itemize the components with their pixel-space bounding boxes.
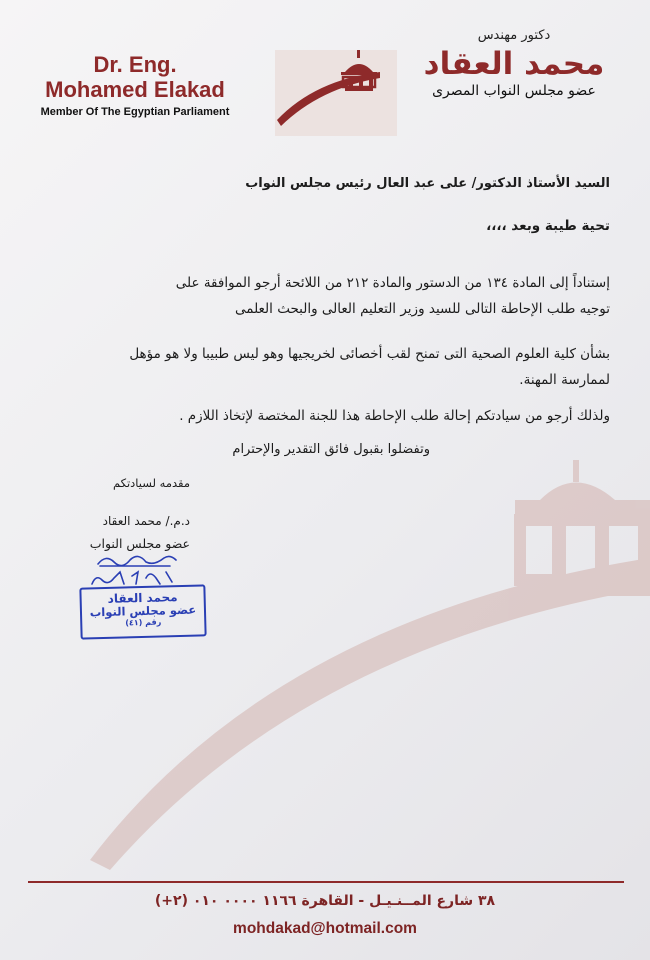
stamp-name: محمد العقاد (107, 590, 178, 606)
paragraph-2-line-2: لممارسة المهنة. (519, 372, 610, 388)
dome-logo-drawing (275, 50, 397, 136)
english-subtitle: Member Of The Egyptian Parliament (40, 106, 230, 118)
signer-role: عضو مجلس النواب (89, 536, 190, 551)
paragraph-1-line-2: توجيه طلب الإحاطة التالى للسيد وزير التعليم العالى والبحث العلمى (235, 301, 610, 317)
arabic-title: دكتور مهندس (477, 28, 551, 43)
arabic-subtitle: عضو مجلس النواب المصرى (432, 83, 596, 99)
arabic-letterhead (404, 28, 624, 99)
english-title: Dr. Eng. (93, 52, 177, 77)
closing-line: وتفضلوا بقبول فائق التقدير والإحترام (232, 442, 430, 457)
signer-name: د.م./ محمد العقاد (102, 514, 190, 528)
paragraph-2-line-1: بشأن كلية العلوم الصحية التى تمنح لقب أخصائى لخريجيها وهو ليس طبيبا ولا هو مؤهل (129, 346, 610, 362)
stamp-number: رقم (٤١) (125, 617, 162, 628)
paragraph-1-line-1: إستناداً إلى المادة ١٣٤ من الدستور والمادة ٢١٢ من اللائحة أرجو الموافقة على (175, 275, 610, 291)
footer-email[interactable]: mohdakad@hotmail.com (233, 920, 417, 937)
official-stamp (79, 584, 206, 639)
greeting-line: تحية طيبة وبعد ،،،، (486, 218, 610, 234)
handwritten-signature (86, 548, 182, 590)
addressee-line: السيد الأستاذ الدكتور/ على عبد العال رئيس مجلس النواب (245, 176, 610, 191)
paragraph-3: ولذلك أرجو من سيادتكم إحالة طلب الإحاطة هذا للجنة المختصة لإتخاذ اللازم . (179, 408, 610, 424)
english-letterhead (30, 52, 240, 118)
stamp-role: عضو مجلس النواب (89, 602, 197, 620)
submitted-by-line: مقدمه لسيادتكم (112, 476, 190, 490)
footer-address: ٣٨ شارع المــنـيـل - القاهرة ١١٦٦ ٠٠٠٠ ٠١٠ (٢+) (154, 893, 496, 909)
footer-divider (28, 881, 624, 883)
english-name: Mohamed Elakad (45, 77, 225, 102)
parliament-dome-logo-icon (275, 50, 397, 136)
arabic-name: محمد العقاد (423, 46, 605, 82)
